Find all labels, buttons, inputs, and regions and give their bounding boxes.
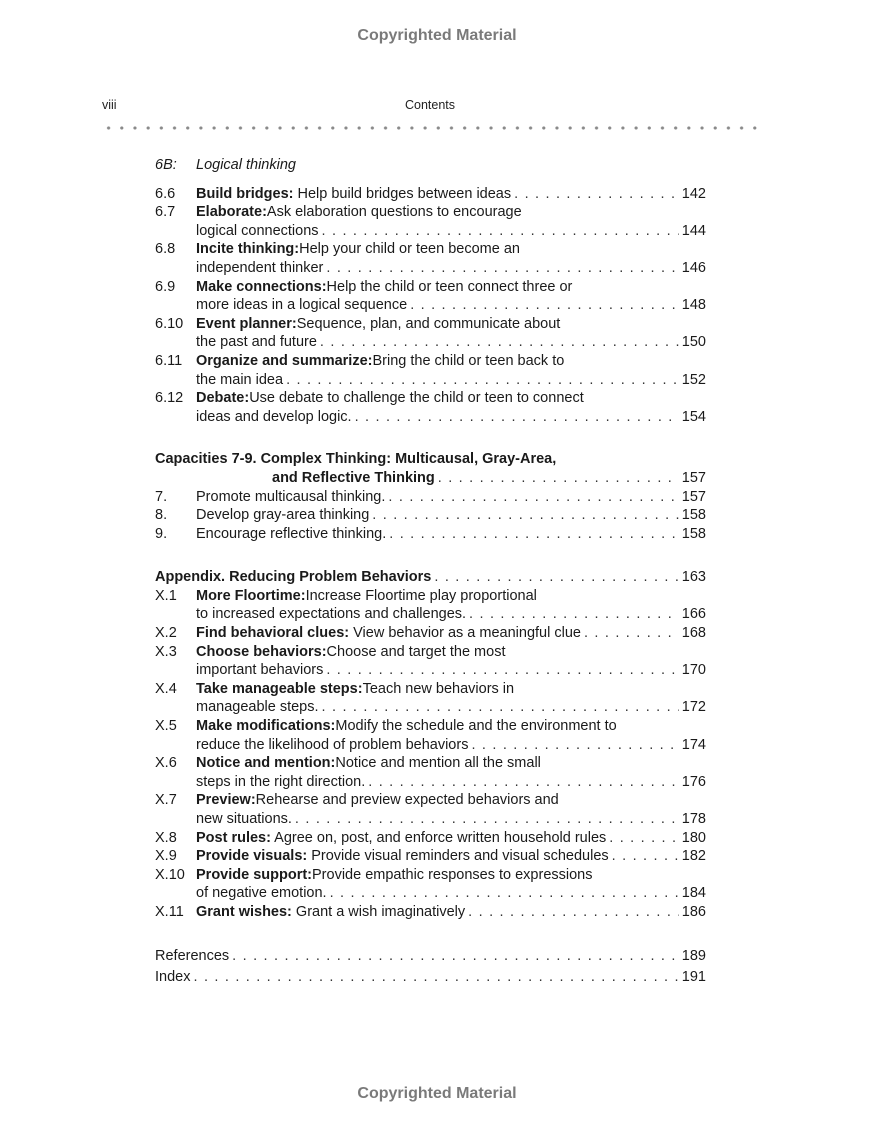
entry-bold-title: Preview: bbox=[196, 792, 256, 809]
entry-page: 182 bbox=[681, 848, 706, 865]
toc-entry[interactable] bbox=[155, 389, 706, 426]
dot-leader bbox=[232, 947, 679, 966]
entry-number: X.2 bbox=[155, 625, 177, 642]
entry-text: Rehearse and preview expected behaviors and bbox=[255, 792, 559, 809]
dot-leader bbox=[410, 296, 679, 315]
entry-number: X.7 bbox=[155, 792, 177, 809]
toc-entry[interactable] bbox=[155, 680, 706, 717]
table-of-contents bbox=[155, 156, 706, 987]
dot-leader bbox=[355, 408, 679, 427]
copyright-watermark-top: Copyrighted Material bbox=[357, 27, 517, 44]
entry-page: 180 bbox=[681, 829, 706, 846]
entry-bold-title: Notice and mention: bbox=[196, 755, 336, 772]
dot-leader bbox=[612, 847, 679, 866]
entry-bold-title: Provide support: bbox=[196, 866, 313, 883]
toc-entry[interactable] bbox=[155, 278, 706, 315]
entry-text-cont: new situations. bbox=[196, 811, 292, 827]
toc-entry[interactable] bbox=[155, 488, 706, 507]
entry-text-cont: manageable steps. bbox=[196, 699, 319, 716]
entry-text: Notice and mention all the small bbox=[335, 755, 541, 772]
entry-bold-title: Find behavioral clues: bbox=[196, 625, 350, 642]
entry-text-cont: independent thinker bbox=[196, 259, 324, 276]
toc-entry[interactable] bbox=[155, 643, 706, 680]
entry-bold-title: Post rules: bbox=[196, 829, 271, 846]
entry-bold-title: Make modifications: bbox=[196, 718, 336, 735]
entry-number: 9. bbox=[155, 525, 168, 542]
dot-leader bbox=[193, 968, 678, 987]
entry-text: Modify the schedule and the environment to bbox=[335, 718, 617, 735]
toc-major-entry-appendix[interactable] bbox=[155, 568, 706, 587]
entry-page: 174 bbox=[681, 736, 706, 753]
subsection-title: Logical thinking bbox=[196, 157, 296, 173]
entry-page: 150 bbox=[681, 334, 706, 351]
entry-bold-title: Debate: bbox=[196, 390, 250, 407]
toc-entry[interactable] bbox=[155, 240, 706, 277]
entry-page: 191 bbox=[681, 969, 706, 986]
entry-page: 189 bbox=[681, 947, 706, 964]
entry-number: 6.8 bbox=[155, 241, 176, 258]
toc-entry[interactable] bbox=[155, 903, 706, 922]
entry-number: X.6 bbox=[155, 755, 177, 772]
toc-entry[interactable] bbox=[155, 866, 706, 903]
entry-text-cont: steps in the right direction. bbox=[196, 773, 366, 790]
toc-entry[interactable] bbox=[155, 587, 706, 624]
entry-page: 166 bbox=[681, 606, 706, 623]
entry-page: 144 bbox=[681, 222, 706, 239]
entry-page: 152 bbox=[681, 371, 706, 388]
dot-leader bbox=[368, 773, 679, 792]
toc-entry[interactable] bbox=[155, 791, 706, 828]
entry-text-cont: the main idea bbox=[196, 371, 284, 388]
dot-leader bbox=[388, 488, 678, 507]
entry-page: 186 bbox=[681, 903, 706, 920]
entry-bold-title: Build bridges: bbox=[196, 185, 294, 202]
entry-page: 163 bbox=[681, 569, 706, 586]
entry-page: 157 bbox=[681, 469, 706, 486]
page-number: viii bbox=[102, 98, 117, 112]
toc-entry[interactable] bbox=[155, 847, 706, 866]
entry-text: Encourage reflective thinking. bbox=[196, 525, 387, 542]
entry-text: Help your child or teen become an bbox=[299, 241, 520, 258]
entry-page: 172 bbox=[681, 699, 706, 716]
major-title-line1: Capacities 7-9. Complex Thinking: Multicausal, Gray-Area, bbox=[155, 451, 557, 468]
entry-bold-title: Organize and summarize: bbox=[196, 352, 373, 369]
entry-number: 7. bbox=[155, 488, 168, 505]
entry-text: Increase Floortime play proportional bbox=[305, 587, 537, 604]
major-title: Appendix. Reducing Problem Behaviors bbox=[155, 569, 432, 586]
dot-leader bbox=[326, 661, 678, 680]
entry-bold-title: Event planner: bbox=[196, 315, 297, 332]
dot-leader bbox=[322, 698, 679, 717]
entry-text: Agree on, post, and enforce written household rules bbox=[270, 829, 607, 846]
entry-text: Teach new behaviors in bbox=[362, 680, 515, 697]
entry-number: 6.10 bbox=[155, 315, 184, 332]
entry-text: Provide visual reminders and visual schedules bbox=[307, 848, 609, 865]
entry-number: 6.7 bbox=[155, 204, 176, 221]
entry-bold-title: More Floortime: bbox=[196, 587, 306, 604]
entry-text: Ask elaboration questions to encourage bbox=[266, 204, 522, 221]
entry-text: Help the child or teen connect three or bbox=[326, 278, 573, 295]
dot-leader bbox=[322, 222, 679, 241]
dot-leader bbox=[468, 903, 679, 922]
dot-leader bbox=[438, 469, 679, 488]
entry-number: 6.12 bbox=[155, 390, 184, 407]
subsection-number: 6B: bbox=[155, 157, 177, 173]
entry-page: 157 bbox=[681, 488, 706, 505]
toc-entry[interactable] bbox=[155, 506, 706, 525]
entry-page: 170 bbox=[681, 662, 706, 679]
subsection-heading bbox=[155, 156, 706, 175]
toc-entry[interactable] bbox=[155, 717, 706, 754]
dot-leader bbox=[469, 605, 679, 624]
copyright-watermark-bottom: Copyrighted Material bbox=[357, 1085, 517, 1102]
dot-leader bbox=[609, 829, 679, 848]
entry-page: 146 bbox=[681, 259, 706, 276]
entry-page: 158 bbox=[681, 507, 706, 524]
entry-text: Choose and target the most bbox=[326, 643, 506, 660]
entry-text-cont: the past and future bbox=[196, 334, 317, 351]
entry-number: X.4 bbox=[155, 680, 177, 697]
entry-text: Use debate to challenge the child or teen to connect bbox=[249, 390, 584, 407]
entry-bold-title: Grant wishes: bbox=[196, 903, 292, 920]
major-title-line2: and Reflective Thinking bbox=[272, 469, 435, 486]
dot-leader bbox=[326, 259, 678, 278]
entry-text-cont: to increased expectations and challenges. bbox=[196, 606, 467, 623]
entry-bold-title: Elaborate: bbox=[196, 204, 267, 221]
entry-text: Help build bridges between ideas bbox=[293, 185, 512, 202]
toc-entry[interactable] bbox=[155, 525, 706, 544]
entry-page: 168 bbox=[681, 625, 706, 642]
entry-text-cont: more ideas in a logical sequence bbox=[196, 297, 408, 314]
entry-page: 178 bbox=[681, 811, 706, 827]
entry-text-cont: of negative emotion. bbox=[196, 885, 327, 902]
entry-text: Promote multicausal thinking. bbox=[196, 488, 386, 505]
entry-number: X.8 bbox=[155, 829, 177, 846]
entry-bold-title: Take manageable steps: bbox=[196, 680, 363, 697]
dotted-rule bbox=[102, 124, 762, 132]
entry-page: 142 bbox=[681, 185, 706, 202]
dot-leader bbox=[471, 736, 678, 755]
dot-leader bbox=[295, 810, 679, 829]
entry-number: X.11 bbox=[155, 903, 184, 920]
entry-text-cont: reduce the likelihood of problem behaviors bbox=[196, 736, 469, 753]
running-head-title: Contents bbox=[405, 98, 456, 112]
toc-entry-index[interactable] bbox=[155, 968, 706, 987]
entry-number: 6.11 bbox=[155, 352, 183, 369]
toc-entry[interactable] bbox=[155, 185, 706, 204]
entry-bold-title: Choose behaviors: bbox=[196, 643, 327, 660]
entry-page: 148 bbox=[681, 297, 706, 314]
entry-number: X.3 bbox=[155, 643, 177, 660]
dot-leader bbox=[286, 371, 679, 390]
toc-entry[interactable] bbox=[155, 829, 706, 848]
toc-entry[interactable] bbox=[155, 315, 706, 352]
dot-leader bbox=[330, 884, 679, 903]
entry-number: 6.6 bbox=[155, 185, 176, 202]
entry-text: Bring the child or teen back to bbox=[372, 352, 565, 369]
entry-text: Provide empathic responses to expressions bbox=[312, 866, 593, 883]
toc-entry[interactable] bbox=[155, 203, 706, 240]
entry-number: 6.9 bbox=[155, 278, 176, 295]
dot-leader bbox=[389, 525, 679, 544]
entry-text: Index bbox=[155, 969, 191, 986]
entry-number: X.9 bbox=[155, 848, 177, 865]
toc-entry-references[interactable] bbox=[155, 947, 706, 966]
toc-major-entry-capacities[interactable] bbox=[155, 450, 706, 487]
toc-entry[interactable] bbox=[155, 624, 706, 643]
entry-text: View behavior as a meaningful clue bbox=[349, 625, 581, 642]
entry-text-cont: important behaviors bbox=[196, 662, 324, 679]
entry-text: Sequence, plan, and communicate about bbox=[296, 315, 561, 332]
entry-bold-title: Make connections: bbox=[196, 278, 327, 295]
entry-bold-title: Provide visuals: bbox=[196, 848, 308, 865]
entry-number: X.5 bbox=[155, 718, 177, 735]
entry-page: 184 bbox=[681, 885, 706, 902]
entry-number: 8. bbox=[155, 507, 168, 524]
dot-leader bbox=[320, 333, 679, 352]
dot-leader bbox=[372, 506, 679, 525]
entry-page: 158 bbox=[681, 525, 706, 542]
entry-page: 176 bbox=[681, 773, 706, 790]
dot-leader bbox=[584, 624, 679, 643]
toc-entry[interactable] bbox=[155, 352, 706, 389]
entry-text: Develop gray-area thinking bbox=[196, 507, 370, 524]
entry-page: 154 bbox=[681, 408, 706, 425]
entry-text-cont: ideas and develop logic. bbox=[196, 408, 352, 425]
entry-number: X.1 bbox=[155, 587, 177, 604]
entry-text-cont: logical connections bbox=[196, 222, 319, 239]
dot-leader bbox=[514, 185, 679, 204]
entry-number: X.10 bbox=[155, 866, 185, 883]
dot-leader bbox=[434, 568, 678, 587]
entry-text: Grant a wish imaginatively bbox=[291, 903, 466, 920]
toc-entry[interactable] bbox=[155, 754, 706, 791]
entry-bold-title: Incite thinking: bbox=[196, 241, 300, 258]
entry-text: References bbox=[155, 947, 230, 964]
